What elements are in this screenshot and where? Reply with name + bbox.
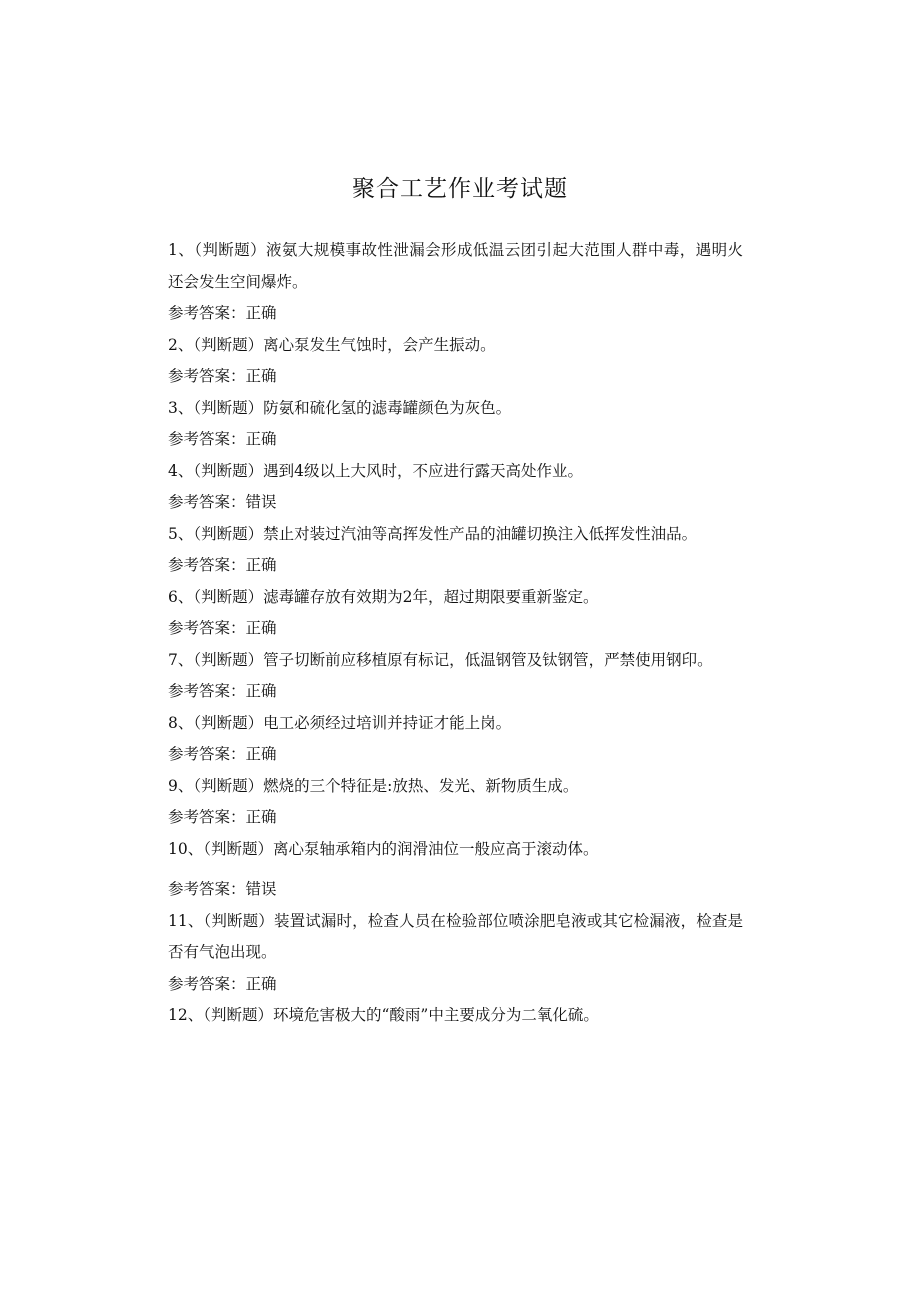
question-text: 12、（判断题）环境危害极大的“酸雨”中主要成分为二氧化硫。 xyxy=(168,1006,599,1024)
question-text: 1、（判断题）液氨大规模事故性泄漏会形成低温云团引起大范围人群中毒，遇明火还会发生空间爆炸。 xyxy=(168,241,743,291)
question-text: 5、（判断题）禁止对装过汽油等高挥发性产品的油罐切换注入低挥发性油品。 xyxy=(168,524,698,543)
answer-text: 参考答案：正确 xyxy=(168,367,277,385)
answer-text: 参考答案：正确 xyxy=(168,430,277,448)
answer-text: 参考答案：正确 xyxy=(168,682,277,700)
answer-text: 参考答案：正确 xyxy=(168,745,277,763)
answer-text: 参考答案：错误 xyxy=(168,880,277,898)
answer-text: 参考答案：正确 xyxy=(168,556,277,574)
question-text: 8、（判断题）电工必须经过培训并持证才能上岗。 xyxy=(168,713,512,732)
answer-text: 参考答案：正确 xyxy=(168,808,277,826)
question-text: 10、（判断题）离心泵轴承箱内的润滑油位一般应高于滚动体。 xyxy=(168,839,599,858)
question-text: 4、（判断题）遇到4级以上大风时，不应进行露天高处作业。 xyxy=(168,461,583,480)
page-title: 聚合工艺作业考试题 xyxy=(352,176,568,202)
question-text: 11、（判断题）装置试漏时，检查人员在检验部位喷涂肥皂液或其它检漏液，检查是否有气泡出现。 xyxy=(168,911,743,961)
question-text: 2、（判断题）离心泵发生气蚀时，会产生振动。 xyxy=(168,335,496,354)
question-text: 7、（判断题）管子切断前应移植原有标记，低温钢管及钛钢管，严禁使用钢印。 xyxy=(168,650,713,669)
question-list xyxy=(168,235,743,1032)
answer-text: 参考答案：正确 xyxy=(168,974,277,993)
question-text: 3、（判断题）防氨和硫化氢的滤毒罐颜色为灰色。 xyxy=(168,398,512,417)
question-text: 9、（判断题）燃烧的三个特征是:放热、发光、新物质生成。 xyxy=(168,776,579,795)
question-text: 6、（判断题）滤毒罐存放有效期为2年，超过期限要重新鉴定。 xyxy=(168,587,599,606)
answer-text: 参考答案：正确 xyxy=(168,619,277,637)
answer-text: 参考答案：正确 xyxy=(168,304,277,322)
answer-text: 参考答案：错误 xyxy=(168,493,277,511)
